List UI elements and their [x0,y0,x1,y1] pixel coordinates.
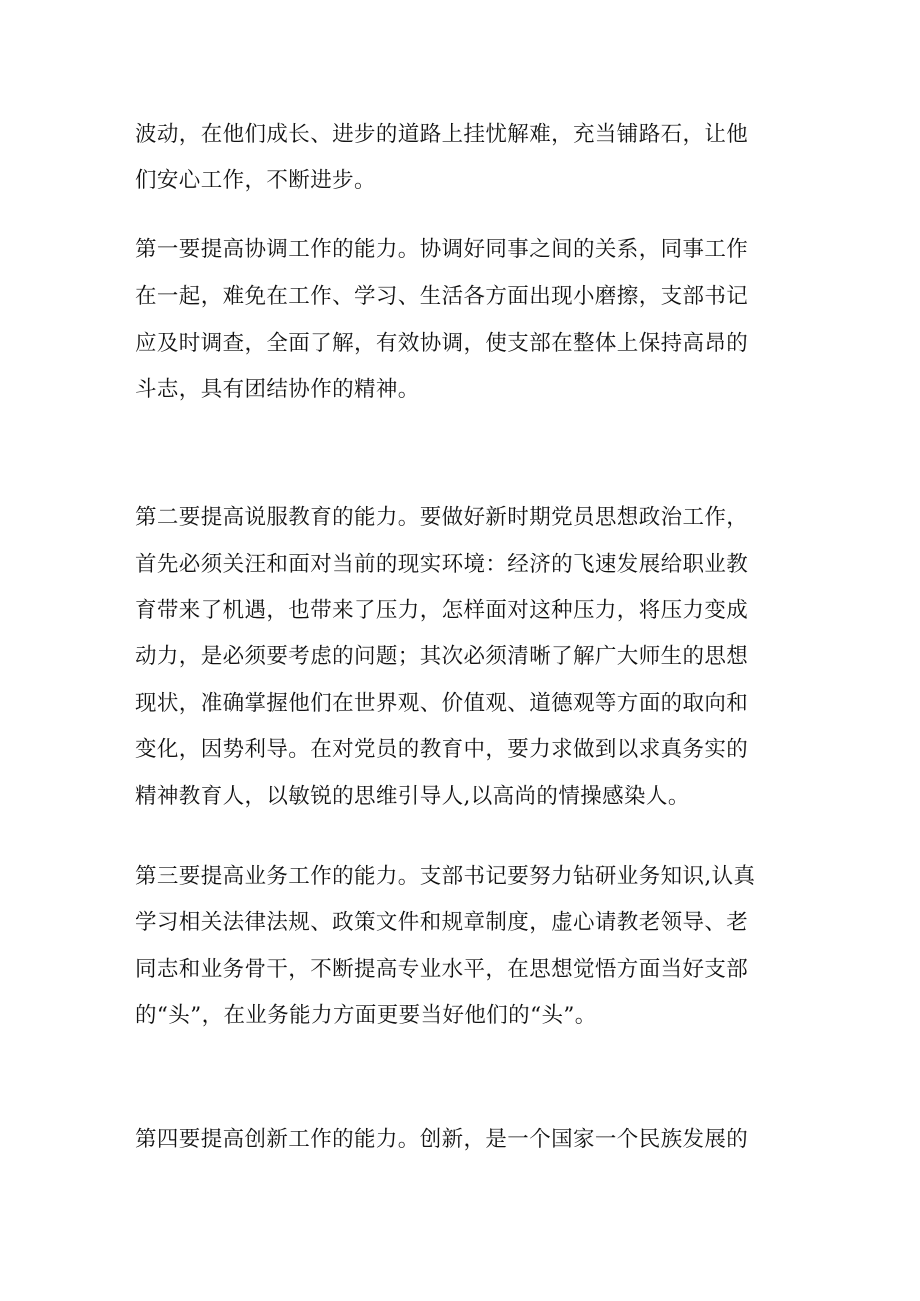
text-line: 们安心工作，不断进步。 [135,168,376,193]
text-line: 学习相关法律法规、政策文件和规章制度，虚心请教老领导、老 [135,910,749,935]
text-line: 同志和业务骨干，不断提高专业水平，在思想觉悟方面当好支部 [135,957,749,982]
text-line: 斗志，具有团结协作的精神。 [135,377,420,402]
text-line: 首先必须关汪和面对当前的现实环境：经济的飞速发展给职业教 [135,552,749,577]
text-line: 现状，准确掌握他们在世界观、价值观、道德观等方面的取向和 [135,691,749,716]
text-line: 育带来了机遇，也带来了压力，怎样面对这种压力，将压力变成 [135,598,749,623]
text-line: 应及时调查，全面了解，有效协调，使支部在整体上保持高昂的 [135,331,749,356]
text-line: 变化，因势利导。在对党员的教育中，要力求做到以求真务实的 [135,737,749,762]
text-line: 的“头”，在业务能力方面更要当好他们的“头”。 [135,1003,597,1028]
text-line: 波动，在他们成长、进步的道路上挂忧解难，充当铺路石，让他 [135,122,749,147]
text-line: 精神教育人，以敏锐的思维引导人,以高尚的情操感染人。 [135,784,690,809]
text-line: 第一要提高协调工作的能力。协调好同事之间的关系，同事工作 [135,237,749,262]
text-line: 第二要提高说服教育的能力。要做好新时期党员思想政治工作， [135,505,749,530]
text-line: 在一起，难免在工作、学习、生活各方面出现小磨擦，支部书记 [135,284,749,309]
text-line: 第三要提高业务工作的能力。支部书记要努力钻研业务知识,认真 [135,864,756,889]
text-line: 动力，是必须要考虑的问题；其次必须清晰了解广大师生的思想 [135,644,749,669]
text-line: 第四要提高创新工作的能力。创新，是一个国家一个民族发展的 [135,1127,749,1152]
